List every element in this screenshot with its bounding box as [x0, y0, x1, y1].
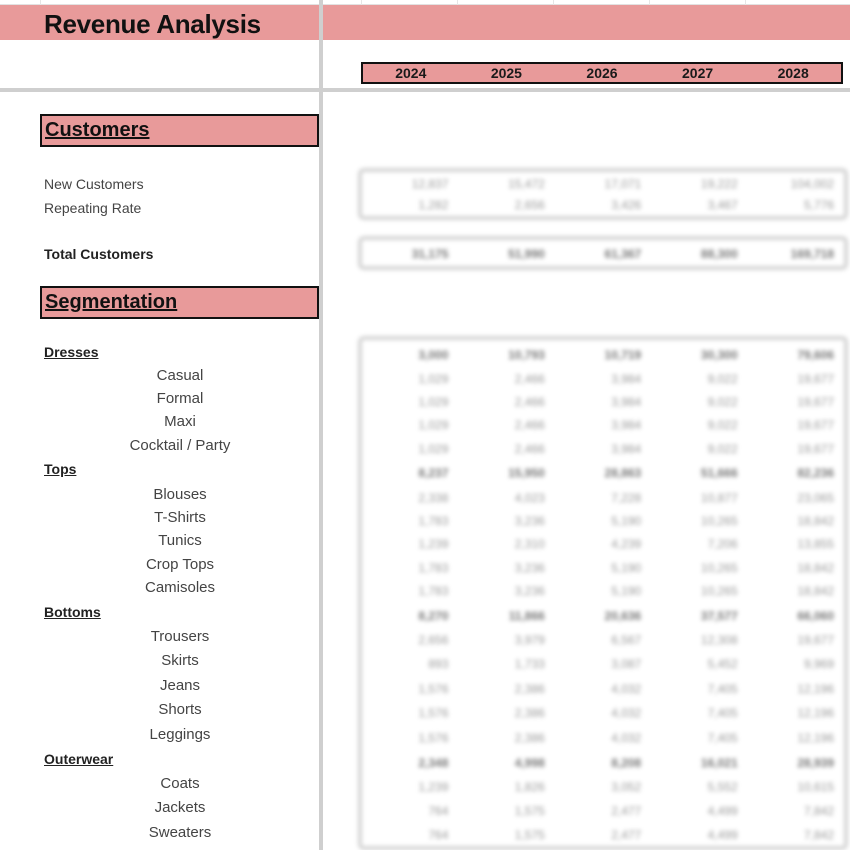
value-cell[interactable]: 3,236 — [514, 561, 545, 575]
value-cell[interactable]: 4,032 — [611, 682, 642, 696]
value-cell[interactable]: 15,472 — [508, 177, 545, 191]
value-cell[interactable]: 1,029 — [418, 395, 449, 409]
value-cell[interactable]: 1,575 — [514, 804, 545, 818]
table-row — [362, 395, 844, 409]
segmentation-values-blurred[interactable] — [358, 336, 848, 850]
value-cell[interactable]: 51,666 — [700, 466, 738, 480]
table-row — [362, 731, 844, 745]
value-cell[interactable]: 30,300 — [700, 348, 738, 362]
value-cell[interactable]: 7,405 — [707, 682, 738, 696]
value-cell[interactable]: 3,236 — [514, 584, 545, 598]
row-label-jackets[interactable]: Jackets — [154, 799, 206, 816]
value-cell[interactable]: 5,190 — [611, 561, 642, 575]
table-row — [362, 537, 844, 551]
row-label-total-customers[interactable]: Total Customers — [44, 246, 154, 262]
group-label-bottoms[interactable]: Bottoms — [44, 604, 101, 620]
value-cell[interactable]: 12,196 — [797, 731, 835, 745]
row-label-crop-tops[interactable]: Crop Tops — [145, 556, 215, 573]
value-cell[interactable]: 12,308 — [700, 633, 738, 647]
value-cell[interactable]: 1,733 — [514, 657, 545, 671]
value-cell[interactable]: 169,718 — [790, 247, 835, 261]
table-row — [362, 177, 844, 191]
value-cell[interactable]: 9,022 — [707, 418, 738, 432]
value-cell[interactable]: 19,677 — [797, 372, 835, 386]
table-row — [362, 756, 844, 770]
value-cell[interactable]: 8,270 — [418, 609, 449, 623]
value-cell[interactable]: 19,677 — [797, 395, 835, 409]
value-cell[interactable]: 3,979 — [514, 633, 545, 647]
value-cell[interactable]: 3,087 — [611, 657, 642, 671]
table-row — [362, 828, 844, 842]
value-cell[interactable]: 1,029 — [418, 372, 449, 386]
value-cell[interactable]: 11,866 — [508, 609, 545, 623]
value-cell[interactable]: 9,022 — [707, 372, 738, 386]
year-header-cell[interactable]: 2024 — [395, 65, 427, 81]
value-cell[interactable]: 104,002 — [790, 177, 835, 191]
value-cell[interactable]: 2,466 — [514, 442, 545, 456]
table-row — [362, 466, 844, 480]
value-cell[interactable]: 1,576 — [418, 706, 449, 720]
group-label-tops[interactable]: Tops — [44, 461, 77, 477]
table-row — [362, 491, 844, 505]
value-cell[interactable]: 19,222 — [700, 177, 738, 191]
value-cell[interactable]: 2,338 — [418, 491, 449, 505]
value-cell[interactable]: 3,236 — [514, 514, 545, 528]
table-row — [362, 804, 844, 818]
value-cell[interactable]: 18,842 — [797, 561, 835, 575]
value-cell[interactable]: 2,466 — [514, 418, 545, 432]
value-cell[interactable]: 8,237 — [418, 466, 449, 480]
row-label-jeans[interactable]: Jeans — [159, 677, 201, 694]
frozen-column-divider[interactable] — [319, 0, 323, 850]
value-cell[interactable]: 82,236 — [797, 466, 835, 480]
value-cell[interactable]: 79,606 — [797, 348, 835, 362]
value-cell[interactable]: 1,783 — [418, 561, 449, 575]
value-cell[interactable]: 9,022 — [707, 395, 738, 409]
value-cell[interactable]: 3,052 — [611, 780, 642, 794]
value-cell[interactable]: 7,405 — [707, 731, 738, 745]
value-cell[interactable]: 5,552 — [707, 780, 738, 794]
value-cell[interactable]: 1,576 — [418, 682, 449, 696]
value-cell[interactable]: 10,719 — [604, 348, 642, 362]
section-title: Segmentation — [45, 291, 178, 313]
group-label-outerwear[interactable]: Outerwear — [44, 751, 114, 767]
value-cell[interactable]: 764 — [428, 828, 449, 842]
value-cell[interactable]: 4,032 — [611, 706, 642, 720]
value-cell[interactable]: 10,265 — [700, 584, 738, 598]
value-cell[interactable]: 1,029 — [418, 418, 449, 432]
value-cell[interactable]: 4,023 — [514, 491, 545, 505]
row-label-tunics[interactable]: Tunics — [158, 532, 202, 549]
value-cell[interactable]: 10,615 — [797, 780, 835, 794]
value-cell[interactable]: 51,990 — [508, 247, 545, 261]
section-title: Customers — [45, 119, 150, 141]
title-band — [0, 5, 850, 40]
value-cell[interactable]: 6,567 — [611, 633, 642, 647]
table-row — [362, 609, 844, 623]
value-cell[interactable]: 3,984 — [611, 418, 642, 432]
value-cell[interactable]: 9,022 — [707, 442, 738, 456]
table-row — [362, 418, 844, 432]
value-cell[interactable]: 3,000 — [418, 348, 449, 362]
value-cell[interactable]: 2,656 — [514, 198, 545, 212]
value-cell[interactable]: 17,071 — [604, 177, 642, 191]
year-header-row — [361, 62, 843, 84]
table-row — [362, 247, 844, 261]
section-header-segmentation[interactable] — [40, 286, 319, 319]
frozen-row-divider[interactable] — [0, 88, 850, 92]
value-cell[interactable]: 12,196 — [797, 706, 835, 720]
value-cell[interactable]: 1,783 — [418, 514, 449, 528]
value-cell[interactable]: 19,677 — [797, 418, 835, 432]
value-cell[interactable]: 8,208 — [611, 756, 642, 770]
value-cell[interactable]: 13,855 — [797, 537, 835, 551]
row-label-leggings[interactable]: Leggings — [149, 726, 211, 743]
value-cell[interactable]: 4,499 — [707, 804, 738, 818]
table-row — [362, 372, 844, 386]
value-cell[interactable]: 9,969 — [804, 657, 835, 671]
value-cell[interactable]: 10,877 — [700, 491, 738, 505]
value-cell[interactable]: 5,452 — [707, 657, 738, 671]
value-cell[interactable]: 7,842 — [804, 828, 835, 842]
value-cell[interactable]: 20,636 — [604, 609, 642, 623]
table-row — [362, 657, 844, 671]
value-cell[interactable]: 1,239 — [418, 780, 449, 794]
value-cell[interactable]: 19,677 — [797, 633, 835, 647]
value-cell[interactable]: 66,060 — [797, 609, 835, 623]
value-cell[interactable]: 3,984 — [611, 442, 642, 456]
value-cell[interactable]: 1,029 — [418, 442, 449, 456]
value-cell[interactable]: 1,576 — [418, 731, 449, 745]
table-row — [362, 780, 844, 794]
value-cell[interactable]: 2,386 — [514, 731, 545, 745]
value-cell[interactable]: 1,783 — [418, 584, 449, 598]
row-label-t-shirts[interactable]: T-Shirts — [154, 509, 206, 526]
table-row — [362, 682, 844, 696]
value-cell[interactable]: 61,367 — [604, 247, 642, 261]
year-header-cell[interactable]: 2028 — [777, 65, 809, 81]
section-header-customers[interactable] — [40, 114, 319, 147]
row-label-shorts[interactable]: Shorts — [158, 701, 202, 718]
value-cell[interactable]: 2,348 — [418, 756, 449, 770]
value-cell[interactable]: 4,499 — [707, 828, 738, 842]
value-cell[interactable]: 893 — [428, 657, 449, 671]
value-cell[interactable]: 10,793 — [508, 348, 545, 362]
table-row — [362, 348, 844, 362]
value-cell[interactable]: 12,837 — [411, 177, 449, 191]
value-cell[interactable]: 18,842 — [797, 514, 835, 528]
table-row — [362, 633, 844, 647]
sheet-title: Revenue Analysis — [44, 9, 261, 39]
value-cell[interactable]: 2,386 — [514, 682, 545, 696]
value-cell[interactable]: 4,239 — [611, 537, 642, 551]
row-label-new-customers[interactable]: New Customers — [44, 176, 144, 192]
value-cell[interactable]: 37,577 — [700, 609, 738, 623]
value-cell[interactable]: 28,863 — [604, 466, 642, 480]
value-cell[interactable]: 5,190 — [611, 514, 642, 528]
value-cell[interactable]: 31,175 — [411, 247, 449, 261]
row-label-camisoles[interactable]: Camisoles — [144, 579, 216, 596]
value-cell[interactable]: 4,032 — [611, 731, 642, 745]
value-cell[interactable]: 1,826 — [514, 780, 545, 794]
year-header-cell[interactable]: 2027 — [682, 65, 714, 81]
value-cell[interactable]: 2,466 — [514, 395, 545, 409]
value-cell[interactable]: 15,950 — [508, 466, 545, 480]
value-cell[interactable]: 23,065 — [797, 491, 835, 505]
group-label-dresses[interactable]: Dresses — [44, 344, 99, 360]
table-row — [362, 561, 844, 575]
row-label-cocktail-party[interactable]: Cocktail / Party — [129, 437, 231, 454]
value-cell[interactable]: 3,984 — [611, 372, 642, 386]
value-cell[interactable]: 5,776 — [804, 198, 835, 212]
value-cell[interactable]: 2,477 — [611, 828, 642, 842]
value-cell[interactable]: 4,998 — [514, 756, 545, 770]
value-cell[interactable]: 1,239 — [418, 537, 449, 551]
value-cell[interactable]: 1,575 — [514, 828, 545, 842]
value-cell[interactable]: 3,984 — [611, 395, 642, 409]
row-label-maxi[interactable]: Maxi — [164, 413, 196, 430]
row-label-casual[interactable]: Casual — [156, 367, 204, 384]
value-cell[interactable]: 7,206 — [707, 537, 738, 551]
value-cell[interactable]: 7,405 — [707, 706, 738, 720]
table-row — [362, 514, 844, 528]
table-row — [362, 706, 844, 720]
row-label-repeating-rate[interactable]: Repeating Rate — [44, 200, 142, 216]
row-label-formal[interactable]: Formal — [156, 390, 204, 407]
value-cell[interactable]: 2,466 — [514, 372, 545, 386]
row-label-sweaters[interactable]: Sweaters — [148, 824, 212, 841]
value-cell[interactable]: 5,190 — [611, 584, 642, 598]
value-cell[interactable]: 2,656 — [418, 633, 449, 647]
value-cell[interactable]: 3,426 — [611, 198, 642, 212]
value-cell[interactable]: 2,386 — [514, 706, 545, 720]
year-header-cell[interactable]: 2025 — [490, 65, 522, 81]
row-label-blouses[interactable]: Blouses — [153, 486, 207, 503]
value-cell[interactable]: 2,477 — [611, 804, 642, 818]
value-cell[interactable]: 16,021 — [700, 756, 738, 770]
value-cell[interactable]: 1,282 — [418, 198, 449, 212]
value-cell[interactable]: 19,677 — [797, 442, 835, 456]
table-row — [362, 198, 844, 212]
row-label-coats[interactable]: Coats — [160, 775, 200, 792]
row-label-trousers[interactable]: Trousers — [150, 628, 210, 645]
total-customers-values-blurred[interactable] — [358, 236, 848, 270]
value-cell[interactable]: 764 — [428, 804, 449, 818]
value-cell[interactable]: 7,842 — [804, 804, 835, 818]
value-cell[interactable]: 28,939 — [797, 756, 835, 770]
value-cell[interactable]: 88,300 — [700, 247, 738, 261]
year-header-cell[interactable]: 2026 — [586, 65, 618, 81]
value-cell[interactable]: 3,467 — [707, 198, 738, 212]
value-cell[interactable]: 10,265 — [700, 514, 738, 528]
value-cell[interactable]: 2,310 — [514, 537, 545, 551]
value-cell[interactable]: 7,228 — [611, 491, 642, 505]
table-row — [362, 442, 844, 456]
value-cell[interactable]: 10,265 — [700, 561, 738, 575]
value-cell[interactable]: 18,842 — [797, 584, 835, 598]
table-row — [362, 584, 844, 598]
customers-values-blurred[interactable] — [358, 168, 848, 220]
value-cell[interactable]: 12,196 — [797, 682, 835, 696]
row-label-skirts[interactable]: Skirts — [161, 652, 199, 669]
